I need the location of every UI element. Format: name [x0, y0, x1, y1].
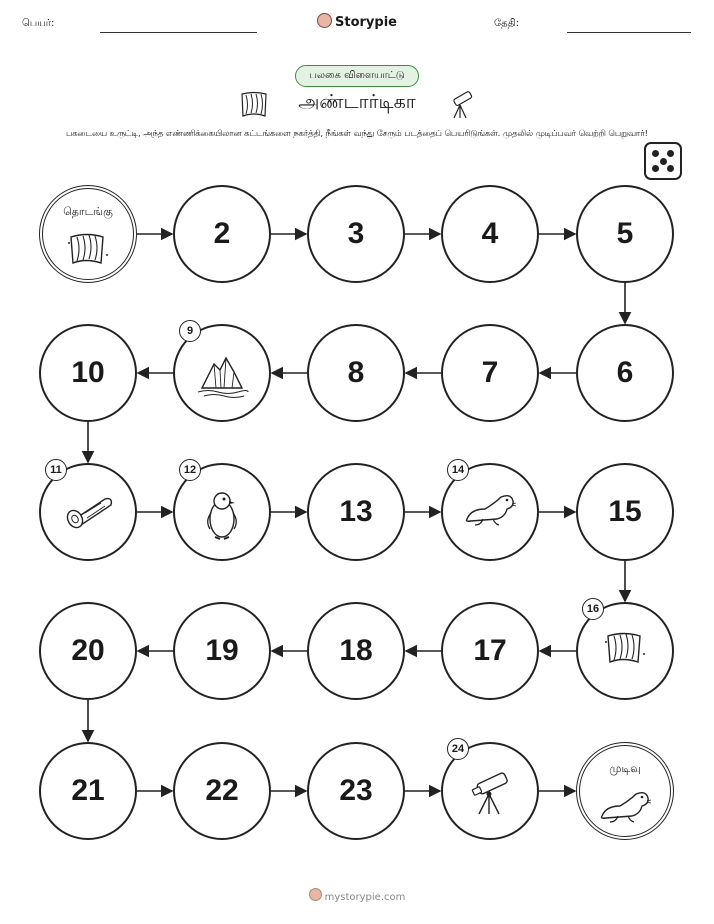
date-label: தேதி:: [494, 18, 520, 29]
board-space-14[interactable]: [441, 463, 539, 561]
board-space-15[interactable]: [576, 463, 674, 561]
space-number: 4: [481, 217, 499, 250]
space-number: 2: [213, 217, 231, 250]
seal-icon: [461, 489, 519, 531]
space-number: 8: [347, 356, 365, 389]
footer-url[interactable]: mystorypie.com: [324, 892, 406, 903]
telescope-icon: [465, 768, 515, 822]
board-space-10[interactable]: [39, 324, 137, 422]
ice-shelf-icon: [65, 229, 111, 273]
brand-name: Storypie: [335, 15, 397, 30]
space-number: 10: [71, 356, 105, 389]
board-space-19[interactable]: [173, 602, 271, 700]
space-number: 12: [179, 459, 201, 481]
footer: [0, 888, 714, 903]
page-title: அண்டார்டிகா: [298, 91, 416, 113]
board-space-16[interactable]: [576, 602, 674, 700]
game-type-badge: பலகை விளையாட்டு: [295, 65, 419, 87]
board-space-7[interactable]: [441, 324, 539, 422]
board-space-22[interactable]: [173, 742, 271, 840]
board-space-2[interactable]: [173, 185, 271, 283]
space-number: 9: [179, 320, 201, 342]
board-space-3[interactable]: [307, 185, 405, 283]
storypie-bear-icon: [309, 888, 322, 901]
space-number: 13: [339, 495, 373, 528]
space-number: 6: [616, 356, 634, 389]
log-icon: [61, 489, 115, 533]
board-space-23[interactable]: [307, 742, 405, 840]
board-space-end[interactable]: [576, 742, 674, 840]
board-space-8[interactable]: [307, 324, 405, 422]
space-number: 17: [473, 634, 507, 667]
space-number: 19: [205, 634, 239, 667]
space-number: 20: [71, 634, 105, 667]
board-space-start[interactable]: [39, 185, 137, 283]
space-number: 23: [339, 774, 373, 807]
start-label: தொடங்கு: [63, 205, 113, 218]
space-number: 22: [205, 774, 239, 807]
iceberg-icon: [194, 350, 250, 404]
instructions: பகடையை உருட்டி, அந்த எண்ணிக்கையிலான கட்டங்களை நகர்த்தி, நீங்கள் வந்து சேரும் படத்தைப் பெயரிடுங்கள். முதலில் முடிப்பவர் வெற்றி பெறுவார்!: [66, 128, 648, 138]
space-number: 16: [582, 598, 604, 620]
board-space-5[interactable]: [576, 185, 674, 283]
space-number: 11: [45, 459, 67, 481]
name-label: பெயர்:: [22, 18, 55, 29]
space-number: 7: [481, 356, 499, 389]
end-label: முடிவு: [609, 762, 641, 775]
board-space-20[interactable]: [39, 602, 137, 700]
space-number: 18: [339, 634, 373, 667]
board-space-4[interactable]: [441, 185, 539, 283]
space-number: 5: [616, 217, 634, 250]
space-number: 14: [447, 459, 469, 481]
board-space-21[interactable]: [39, 742, 137, 840]
board-space-18[interactable]: [307, 602, 405, 700]
board-space-13[interactable]: [307, 463, 405, 561]
board-space-17[interactable]: [441, 602, 539, 700]
seal-icon: [596, 786, 654, 828]
board-space-12[interactable]: [173, 463, 271, 561]
board-space-6[interactable]: [576, 324, 674, 422]
space-number: 3: [347, 217, 365, 250]
board-space-11[interactable]: [39, 463, 137, 561]
board-space-24[interactable]: [441, 742, 539, 840]
ice-shelf-icon: [602, 628, 648, 672]
space-number: 21: [71, 774, 105, 807]
space-number: 15: [608, 495, 642, 528]
penguin-icon: [202, 489, 242, 547]
board-space-9[interactable]: [173, 324, 271, 422]
space-number: 24: [447, 738, 469, 760]
